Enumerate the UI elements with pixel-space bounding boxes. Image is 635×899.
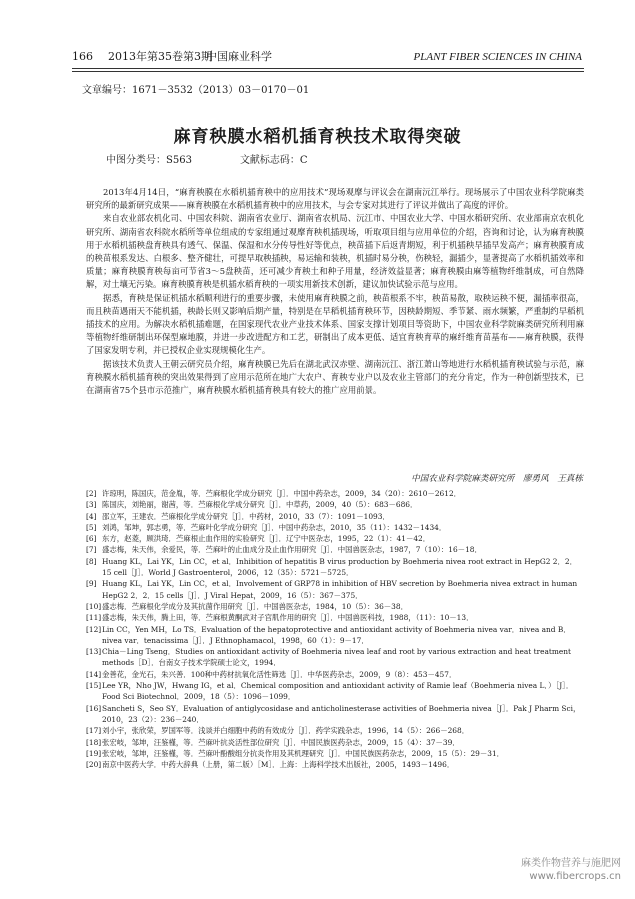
- reference-item: [16] Sancheti S，Seo SY．Evaluation of antiglycosidase and anticholinesterase activities of Boehmeria nivea［J］．Pak J Pharm Sci，2010，23（2）：236－240．: [86, 703, 581, 724]
- reference-item: [2] 许琼明，陈国庆，范金胤，等．苎麻根化学成分研究［J］．中国中药杂志，2009，34（20）：2610－2612．: [86, 489, 462, 498]
- issue-info: 2013年第35卷第3期: [108, 50, 212, 63]
- reference-item: [10] 盛志梅．苎麻根化学成分及其抗菌作用研究［J］．中国兽医杂志，1984，10（5）：36－38．: [86, 601, 408, 611]
- reference-item: [15] Lee YR，Nho JW，Hwang IG，et al．Chemical composition and antioxidant activity of Ramie leaf（Boehmeria nivea L．）［J］．Food Sci Biotechnol．2009，18（5）：1096－1099．: [86, 681, 574, 702]
- article-number: 文章编号：1671－3532（2013）03－0170－01: [82, 85, 310, 96]
- clc-number: 中图分类号：S563: [106, 155, 192, 166]
- article-body: [86, 186, 584, 397]
- journal-name-en: PLANT FIBER SCIENCES IN CHINA: [413, 51, 582, 63]
- author-signature: 中国农业科学院麻类研究所 廖勇风 王真栋: [411, 474, 583, 484]
- body-paragraph: 据悉，育秧是保证机插水稻顺利进行的重要步骤，未使用麻育秧膜之前，秧苗根系不牢，秧苗易散，取秧运秧不便，漏插率很高，而且秧苗遇雨天不能机插，秧龄长则又影响后期产量，特别是在早稻机插育秧环节，因秧龄期短、季节紧、雨水频繁，严重制约早稻机插技术的应用。为解决水稻机插难题，在国家现代农业产业技术体系、国家支撑计划项目等资助下，中国农业科学院麻类研究所利用麻等植物纤维研制出环保型麻地膜，并进一步改进配方和工艺，研制出了成本更低、适宜育秧育草的麻纤维育苗基布——麻育秧膜，获得了国家发明专利，并已授权企业实现规模化生产。: [86, 292, 584, 356]
- watermark-url: www.fibercrops.cn: [529, 871, 621, 882]
- journal-name-cn: 中国麻业科学: [206, 50, 272, 63]
- body-paragraph: 2013年4月14日，“麻育秧膜在水稻机插育秧中的应用技术”现场观摩与评议会在湖南沅江举行。现场展示了中国农业科学院麻类研究所的最新研究成果——麻育秧膜在水稻机插育秧中的应用技术，与会专家对其进行了评议并做出了高度的评价。: [86, 187, 584, 211]
- header-rule: [72, 68, 584, 69]
- classification-line: [106, 154, 308, 168]
- article-title: 麻育秧膜水稻机插育秧技术取得突破: [173, 127, 462, 148]
- reference-item: [4] 邵立军，王建农．苎麻根化学成分研究［J］．中药材，2010，33（7）：1091－1093．: [86, 511, 390, 521]
- page-number: 166: [72, 50, 93, 63]
- watermark-name: 麻类作物营养与施肥网: [521, 858, 621, 869]
- body-paragraph: 据该技术负责人王朝云研究员介绍，麻育秧膜已先后在湖北武汉赤壁、湖南沅江、浙江萧山等地进行水稻机插育秧试验与示范，麻育秧膜水稻机插育秧的突出效果得到了应用示范所在地广大农户、育秧专业户以及农业主管部门的充分肯定，作为一种创新型技术，已在湖南省75个县市示范推广，麻育秧膜水稻机插育秧具有较大的推广应用前景。: [86, 358, 584, 396]
- reference-item: [6] 东方，赵菱，顾洪琦．苎麻根止血作用的实验研究［J］．辽宁中医杂志，1995，22（1）：41－42．: [86, 534, 431, 544]
- reference-item: [13] Chia－Ling Tseng．Studies on antioxidant activity of Boehmeria nivea leaf and root by various extraction and heat treatment methods［D］．台南女子技术学院硕士论文，1994．: [86, 647, 571, 668]
- reference-item: [14] 金善花，金光石，朱兴善．100种中药材抗氧化活性筛选［J］．中华医药杂志，2009，9（8）：453－457．: [86, 669, 457, 679]
- reference-item: [9] Huang KL，Lai YK，Lin CC，et al．Involvement of GRP78 in inhibition of HBV secretion by Boehmeria nivea extract in human HepG2 2．2．15 cells［J］．J Viral Hepat，2009，16（5）：367－375．: [86, 579, 578, 600]
- reference-item: [19] 张宏岐，邹坤，汪鉴槿，等．苎麻叶酚酸组分抗炎作用及其机理研究［J］．中国民族医药杂志，2009，15（5）：29－31．: [86, 748, 505, 758]
- reference-item: [8] Huang KL，Lai YK，Lin CC，et al．Inhibition of hepatitis B virus production by Boehmeria nivea root extract in HepG2 2．2．15 cell［J］．World J Gastroenterol，2006，12（35）：5721－5725．: [86, 556, 577, 578]
- reference-item: [18] 张宏岐，邹坤，汪鉴槿，等．苎麻叶抗炎活性部位研究［J］．中国民族医药杂志，2009，15（4）：37－39．: [86, 737, 460, 747]
- running-header: [72, 48, 582, 66]
- reference-item: [7] 盛志梅，朱天伟，余爱民，等．苎麻叶的止血成分及止血作用研究［J］．中国兽医杂志，1987，7（10）：16－18．: [86, 545, 482, 555]
- reference-item: [12] Lin CC，Yen MH，Lo TS．Evaluation of the hepatoprotective and antioxidant activity of Boehmeria nivea var．nivea and B．nivea var．tenacissima［J］．J Ethnophamacol，1998，60（1）：9－17．: [86, 624, 571, 645]
- reference-item: [3] 陈国庆，刘艳丽，谢茜，等．苎麻根化学成分研究［J］．中草药，2009，40（5）：683－686．: [86, 500, 418, 510]
- reference-item: [5] 刘鸿，邹坤，郭志勇，等．苎麻叶化学成分研究［J］．中国中药杂志，2010，35（11）：1432－1434．: [86, 522, 447, 532]
- document-code: 文献标志码：C: [239, 155, 308, 166]
- body-paragraph: 来自农业部农机化司、中国农科院、湖南省农业厅、湖南省农机局、沅江市、中国农业大学、中国水稻研究所、农业部南京农机化研究所、湖南省农科院水稻所等单位组成的专家组通过观摩育秧机插现场，听取项目组与应用单位的介绍，咨询和讨论，认为麻育秧膜用于水稻机插秧盘育秧具有透气、保温、保湿和水分传导性好等优点，秧苗插下后返青期短，利于机插秧早插早发高产；麻育秧膜育成的秧苗根系发达、白根多、整齐健壮，可提早取秧插秧，易运输和装秧，机插时易分秧，伤秧轻，漏插少，显著提高了水稻机插效率和质量；麻育秧膜育秧每亩可节省3～5盘秧苗，还可减少育秧土和种子用量，经济效益显著；麻育秧膜由麻等植物纤维制成，可自然降解，对土壤无污染。麻育秧膜育秧是机插水稻育秧的一项实用新技术创新，建议加快试验示范与应用。: [86, 213, 584, 290]
- reference-item: [20] 南京中医药大学．中药大辞典（上册，第二版）［M］．上海：上海科学技术出版社，2005，1493－1496．: [86, 760, 455, 770]
- header-rule-thin: [72, 71, 584, 72]
- reference-item: [17] 刘小宇，张欣荣，罗国军等．浅谈并白细胞中药的有效成分［J］．药学实践杂志，1996，14（5）：266－268．: [86, 726, 470, 736]
- reference-list: [86, 488, 584, 770]
- site-watermark: [521, 857, 621, 883]
- reference-item: [11] 盛志梅，朱天伟，腾上田，等．苎麻根黄酮武对子宫肌作用的研究［J］．中国兽医科技，1988，（11）：10－13．: [86, 613, 474, 623]
